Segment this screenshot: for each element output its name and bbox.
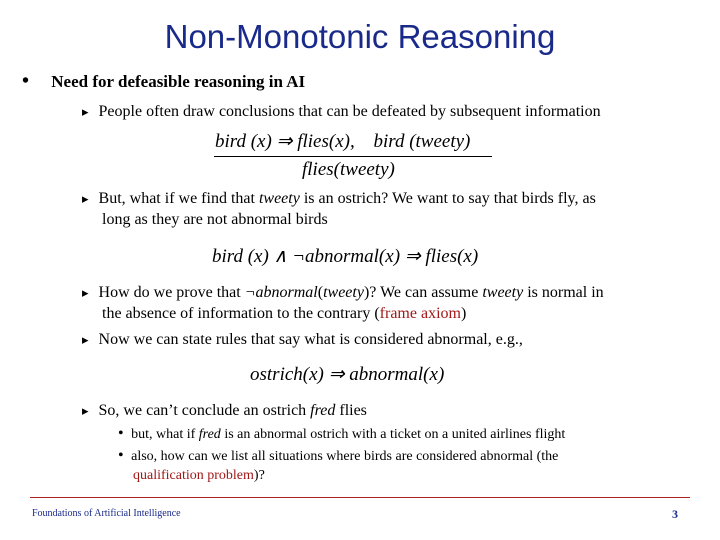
page-number: 3 bbox=[672, 507, 678, 521]
footer-text: Foundations of Artificial Intelligence bbox=[32, 508, 181, 519]
sub-sub-bullet-2-line2 bbox=[133, 466, 265, 486]
sub-bullet-3-tweety2: tweety bbox=[482, 284, 524, 301]
formula-premise-right: bird (tweety) bbox=[373, 131, 471, 152]
bullet-dot-icon: • bbox=[22, 70, 30, 92]
sub-bullet-2 bbox=[82, 188, 596, 209]
arrow-icon: ▸ bbox=[82, 332, 89, 347]
formula-inference-premises bbox=[215, 130, 470, 153]
bullet-main bbox=[22, 70, 305, 93]
sub-bullet-3-line2-a: the absence of information to the contrary ( bbox=[102, 305, 380, 322]
arrow-icon: ▸ bbox=[82, 191, 89, 206]
sub-sub-bullet-1-text-a: but, what if bbox=[131, 427, 199, 442]
sub-sub-bullet-1-fred: fred bbox=[198, 427, 221, 442]
sub-bullet-1-text: People often draw conclusions that can be defeated by subsequent information bbox=[98, 103, 601, 120]
sub-bullet-1 bbox=[82, 101, 601, 122]
formula-premise-left: bird (x) ⇒ flies(x), bbox=[215, 131, 355, 152]
footer-divider bbox=[30, 497, 690, 498]
sub-bullet-3-paren: ( bbox=[317, 284, 324, 301]
sub-sub-bullet-1-text-b: is an abnormal ostrich with a ticket on a united airlines flight bbox=[220, 427, 566, 442]
sub-bullet-4-text: Now we can state rules that say what is considered abnormal, e.g., bbox=[98, 331, 523, 348]
sub-bullet-3 bbox=[82, 282, 604, 303]
sub-bullet-3-text-b: )? We can assume bbox=[363, 284, 483, 301]
sub-bullet-4 bbox=[82, 329, 523, 350]
bullet-dot-icon: • bbox=[118, 447, 124, 464]
bullet-dot-icon: • bbox=[118, 425, 124, 442]
arrow-icon: ▸ bbox=[82, 285, 89, 300]
sub-bullet-5-fred: fred bbox=[310, 402, 336, 419]
sub-bullet-3-text-a: How do we prove that bbox=[98, 284, 245, 301]
sub-bullet-3-text-c: is normal in bbox=[523, 284, 604, 301]
sub-bullet-3-tweety: tweety bbox=[323, 284, 364, 301]
formula-abnormal-rule: bird (x) ∧ ¬abnormal(x) ⇒ flies(x) bbox=[212, 246, 479, 267]
sub-bullet-2-text-b: is an ostrich? We want to say that birds fly, as bbox=[299, 190, 596, 207]
sub-bullet-2-tweety: tweety bbox=[258, 190, 300, 207]
sub-bullet-3-line2-b: ) bbox=[460, 305, 467, 322]
arrow-icon: ▸ bbox=[82, 104, 89, 119]
qualification-problem-term: qualification problem bbox=[133, 468, 254, 483]
sub-bullet-2-text-a: But, what if we find that bbox=[98, 190, 259, 207]
sub-bullet-5-text-a: So, we can’t conclude an ostrich bbox=[98, 402, 311, 419]
sub-bullet-5 bbox=[82, 400, 367, 421]
slide-title: Non-Monotonic Reasoning bbox=[164, 18, 556, 55]
frame-axiom-term: frame axiom bbox=[379, 305, 461, 322]
sub-sub-bullet-1 bbox=[118, 424, 565, 445]
sub-bullet-3-line2 bbox=[102, 303, 466, 324]
arrow-icon: ▸ bbox=[82, 403, 89, 418]
sub-sub-bullet-2-line2-b: )? bbox=[253, 468, 265, 483]
inference-line bbox=[214, 156, 492, 157]
formula-inference-conclusion: flies(tweety) bbox=[302, 159, 395, 180]
sub-bullet-2-line2: long as they are not abnormal birds bbox=[102, 211, 328, 228]
sub-bullet-3-abnormal: ¬abnormal bbox=[244, 284, 318, 301]
sub-bullet-5-text-b: flies bbox=[335, 402, 367, 419]
formula-ostrich-rule: ostrich(x) ⇒ abnormal(x) bbox=[250, 364, 445, 385]
bullet-main-text: Need for defeasible reasoning in AI bbox=[51, 72, 306, 91]
sub-sub-bullet-2-text: also, how can we list all situations where birds are considered abnormal (the bbox=[131, 449, 559, 464]
sub-sub-bullet-2 bbox=[118, 446, 558, 467]
